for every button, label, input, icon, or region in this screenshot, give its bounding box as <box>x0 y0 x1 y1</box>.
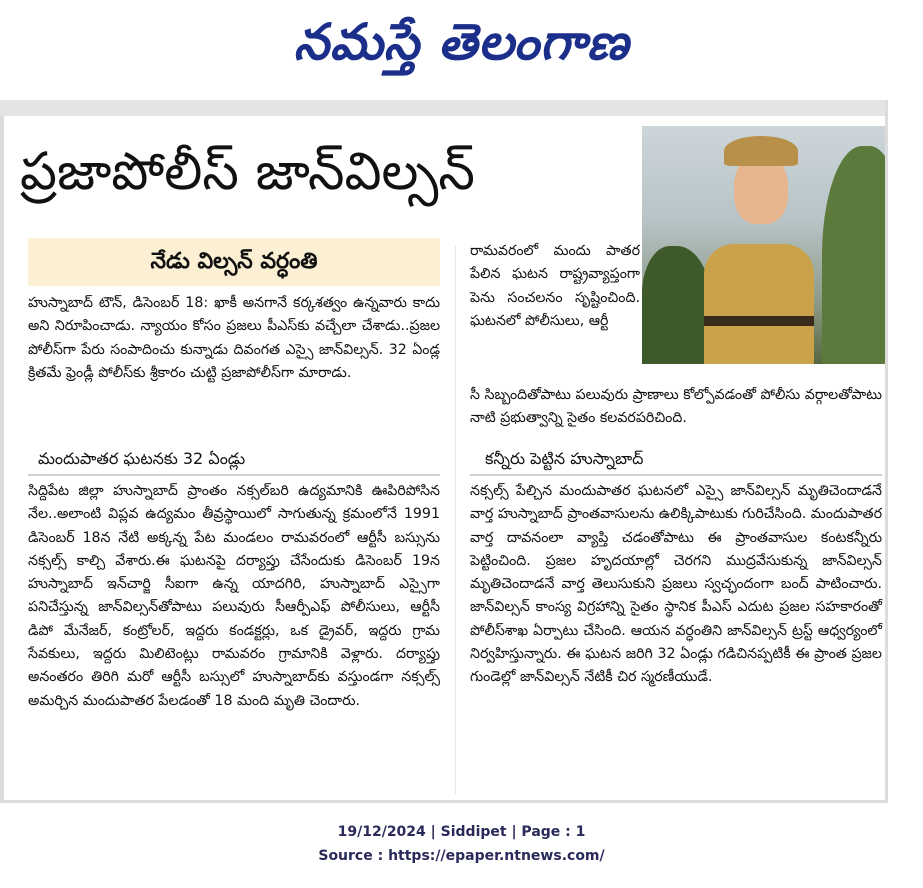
body-paragraph-right-bottom: నక్సల్స్ పేల్చిన మందుపాతర ఘటనలో ఎస్సై జాన్‌విల్సన్ మృతిచెందాడనే వార్త హుస్నాబాద్ ప్రాంతవాసులను ఉలిక్కిపాటుకు గురిచేసింది. మందుపాతర వార్త దావనంలా వ్యాప్తి చడంతోపాటు ఈ ప్రాంతవాసుల కంటకన్నీరు పెట్టించింది. ప్రజల హృదయాల్లో చెరగని ముద్రవేసుకున్న జాన్‌విల్సన్ మృతిచెందాడనే వార్త తెలుసుకుని ప్రజలు స్వచ్ఛందంగా బంద్ పాటించారు. జాన్‌విల్సన్ కాంస్య విగ్రహాన్ని సైతం స్థానిక పీఎస్ ఎదుట ప్రజల సహకారంతో పోలీస్‌శాఖ ఏర్పాటు చేసింది. ఆయన వర్ధంతిని జాన్‌విల్సన్ ట్రస్ట్ ఆధ్వర్యంలో నిర్వహిస్తున్నారు. ఈ ఘటన జరిగి 32 ఏండ్లు గడిచినప్పటికీ ఈ ప్రాంత ప్రజల గుండెల్లో జాన్‌విల్సన్ నేటికీ చిర స్మరణీయుడే. <box>470 483 882 686</box>
kicker-box <box>28 238 440 286</box>
page-border-right <box>885 100 888 802</box>
intro-paragraph: హుస్నాబాద్ టౌన్, డిసెంబర్ 18: ఖాకీ అనగానే కర్కశత్వం ఉన్నవారు కాదు అని నిరూపించాడు. న్యాయం కోసం ప్రజలు పీఎస్‌కు వచ్చేలా చేశాడు..ప్రజల పోలీస్‌గా పేరు సంపాదించు కున్నాడు దివంగత ఎస్సై జాన్‌విల్సన్. 32 ఏండ్ల క్రితమే ఫ్రెండ్లీ పోలీస్‌కు శ్రీకారం చుట్టి ప్రజాపోలీస్‌గా మారాడు. <box>28 295 440 381</box>
column-divider <box>455 246 456 794</box>
page-border-bottom <box>0 800 888 803</box>
body-paragraph-right-top: రామవరంలో మందు పాతర పేలిన ఘటన రాష్ట్రవ్యాప్తంగా పెను సంచలనం సృష్టించింది. ఘటనలో పోలీసులు, ఆర్టీ <box>470 243 640 329</box>
newspaper-title: నమస్తే తెలంగాణ <box>293 13 630 71</box>
subhead-underline <box>28 474 440 476</box>
footer-source-link[interactable]: Source : https://epaper.ntnews.com/ <box>318 848 605 864</box>
body-paragraph-left: సిద్దిపేట జిల్లా హుస్నాబాద్ ప్రాంతం నక్సల్‌బరి ఉద్యమానికి ఊపిరిపోసిన నేల..అలాంటి విప్లవ ఉద్యమం తీవ్రస్థాయిలో సాగుతున్న క్రమంలోనే 1991 డిసెంబర్ 18న నేటి అక్కన్న పేట మండలం రామవరంలో ఆర్టీసీ బస్సును నక్సల్స్ కాల్చి వేశారు.ఈ ఘటనపై దర్యాప్తు చేసేందుకు డిసెంబర్ 19న హుస్నాబాద్ ఇన్‌చార్జి సీఐగా ఉన్న యాదగిరి, హుస్నాబాద్ ఎస్సైగా పనిచేస్తున్న జాన్‌విల్సన్‌తోపాటు పలువురు సీఆర్పీఎఫ్ పోలీసులు, ఆర్టీసీ డిపో మేనేజర్, కంట్రోలర్, ఇద్దరు కండక్టర్లు, ఒక డ్రైవర్, ఇద్దరు గ్రామ సేవకులు, ఇద్దరు మిలిటెంట్లు రామవరం గ్రామానికి వెళ్లారు. దర్యాప్తు అనంతరం తిరిగి మరో ఆర్టీసీ బస్సులో హుస్నాబాద్‌కు వస్తుండగా నక్సల్స్ అమర్చిన మందుపాతర పేలడంతో 18 మంది మృతి చెందారు. <box>28 483 440 709</box>
subhead-32-years: మందుపాతర ఘటనకు 32 ఏండ్లు <box>38 449 246 468</box>
page-border-left <box>0 116 4 802</box>
body-paragraph-right-continued: సీ సిబ్బందితోపాటు పలువురు ప్రాణాలు కోల్పోవడంతో పోలీసు వర్గాలతోపాటు నాటి ప్రభుత్వాన్ని సైతం కలవరపరిచింది. <box>470 387 882 427</box>
photo-statue-body <box>704 244 814 364</box>
footer-dateline: 19/12/2024 | Siddipet | Page : 1 <box>337 824 586 840</box>
masthead-divider <box>0 100 885 116</box>
photo-statue-cap <box>724 136 798 166</box>
subhead-underline <box>470 474 882 476</box>
photo-tree-right <box>822 146 885 364</box>
kicker-text: నేడు విల్సన్ వర్ధంతి <box>150 249 318 274</box>
statue-photo <box>642 126 885 364</box>
photo-tree-left <box>642 246 712 364</box>
masthead <box>0 0 923 100</box>
subhead-husnabad: కన్నీరు పెట్టిన హుస్నాబాద్ <box>485 449 644 468</box>
article-headline: ప్రజాపోలీస్ జాన్‌విల్సన్ <box>20 142 475 202</box>
photo-statue-belt <box>704 316 814 326</box>
